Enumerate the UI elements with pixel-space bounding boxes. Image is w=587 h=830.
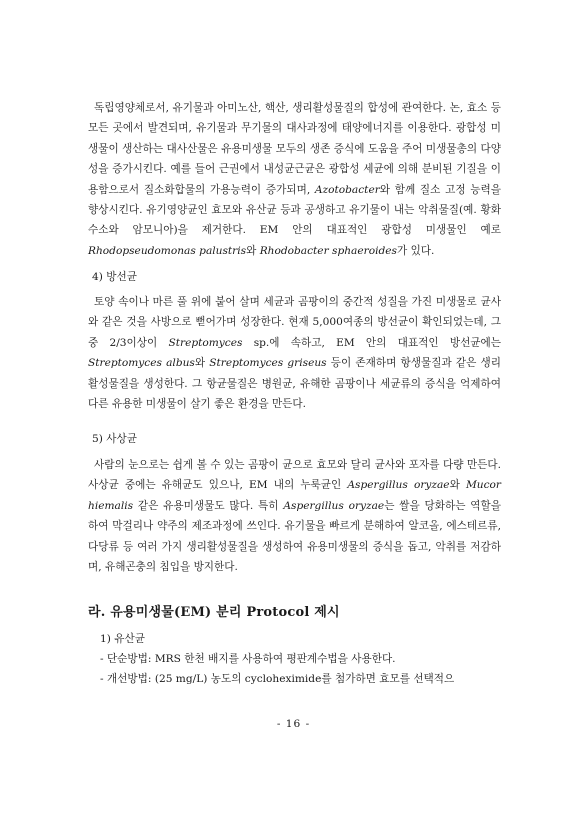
paragraph-photosynthetic-bacteria (88, 98, 501, 261)
text-run: 독립영양체로서, 유기물과 아미노산, 핵산, 생리활성물질의 합성에 관여한다. 논, 효소 등 모든 곳에서 발견되며, 유기물과 무기물의 대사과정에 태양에너지를 이용한다. 광합성 미생물이 생산하는 대사산물은 유용미생물 모두의 생존 증식에 도움을 주어 미생물총의 다양성을 증가시킨다. 예를 들어 근권에서 내성균근균은 광합성 세균에 의해 분비된 기질을 이용함으로서 질소화합물의 가용능력이 증가되며, (88, 102, 501, 196)
paragraph-text (88, 455, 501, 577)
text-run: sp.에 속하고, EM 안의 대표적인 방선균에는 (242, 336, 501, 349)
italic-species: Rhodopseudomonas palustris (88, 244, 247, 257)
italic-species: Streptomyces (168, 336, 243, 349)
italic-species: Streptomyces griseus (209, 357, 327, 370)
protocol-list (100, 629, 505, 689)
italic-species: Aspergillus oryzae (347, 479, 450, 492)
page-number: - 16 - (276, 718, 311, 730)
paragraph-filamentous-fungi (88, 455, 501, 577)
list-item-lactic-acid-bacteria: 1) 유산균 (100, 633, 145, 645)
section-heading-actinomycetes: 4) 방선균 (92, 271, 137, 283)
section-heading-filamentous-fungi: 5) 사상균 (92, 433, 137, 445)
italic-species: Azotobacter (314, 183, 380, 196)
text-run: 와 (194, 357, 210, 370)
list-item-improved-method: - 개선방법: (25 mg/L) 농도의 cycloheximide를 첨가하면 효모를 선택적으 (100, 673, 455, 685)
paragraph-actinomycetes (88, 292, 501, 414)
text-run: 는 쌀을 당화하는 역할을 하여 막걸리나 약주의 제조과정에 쓰인다. 유기물을 빠르게 분해하여 알코올, 에스테르류, 다당류 등 여러 가지 생리활성물질을 생성하여 유용미생물의 증식을 돕고, 악취를 저감하며, 유해곤충의 침입을 방지한다. (88, 499, 501, 574)
text-run: 와 (246, 244, 260, 257)
text-run: 가 있다. (396, 244, 435, 257)
italic-species: Streptomyces albus (88, 357, 195, 370)
italic-species: Aspergillus oryzae (283, 499, 385, 512)
section-title-em-isolation-protocol: 라. 유용미생물(EM) 분리 Protocol 제시 (88, 605, 340, 620)
text-run: 사람의 눈으로는 쉽게 볼 수 있는 곰팡이 균으로 효모와 달리 균사와 포자를 다량 만든다. 사상균 중에는 유해균도 있으나, EM 내의 누룩균인 (88, 459, 501, 492)
paragraph-text (88, 292, 501, 414)
paragraph-text (88, 98, 501, 261)
italic-species: Mucor hiemalis (88, 479, 501, 512)
list-item-simple-method: - 단순방법: MRS 한천 배지를 사용하여 평판계수법을 사용한다. (100, 653, 396, 665)
text-run: 같은 유용미생물도 많다. 특히 (133, 499, 284, 512)
text-run: 토양 속이나 마른 풀 위에 붙어 살며 세균과 곰팡이의 중간적 성질을 가진 미생물로 균사와 같은 것을 사방으로 뻗어가며 성장한다. 현재 5,000여종의 방선균이 확인되었는데, 그중 2/3이상이 (88, 296, 501, 349)
italic-species: Rhodobacter sphaeroides (259, 244, 397, 257)
text-run: 와 함께 질소 고정 능력을 향상시킨다. 유기영양균인 효모와 유산균 등과 공생하고 유기물이 내는 악취물질(예. 황화수소와 암모니아)을 제거한다. EM 안의 대표적인 광합성 미생물인 예로 (88, 183, 501, 237)
text-run: 와 (449, 479, 466, 492)
text-run: 등이 존재하며 항생물질과 같은 생리활성물질을 생성한다. 그 항균물질은 병원균, 유해한 곰팡이나 세균류의 증식을 억제하여 다른 유용한 미생물이 살기 좋은 환경을 만든다. (88, 357, 501, 411)
